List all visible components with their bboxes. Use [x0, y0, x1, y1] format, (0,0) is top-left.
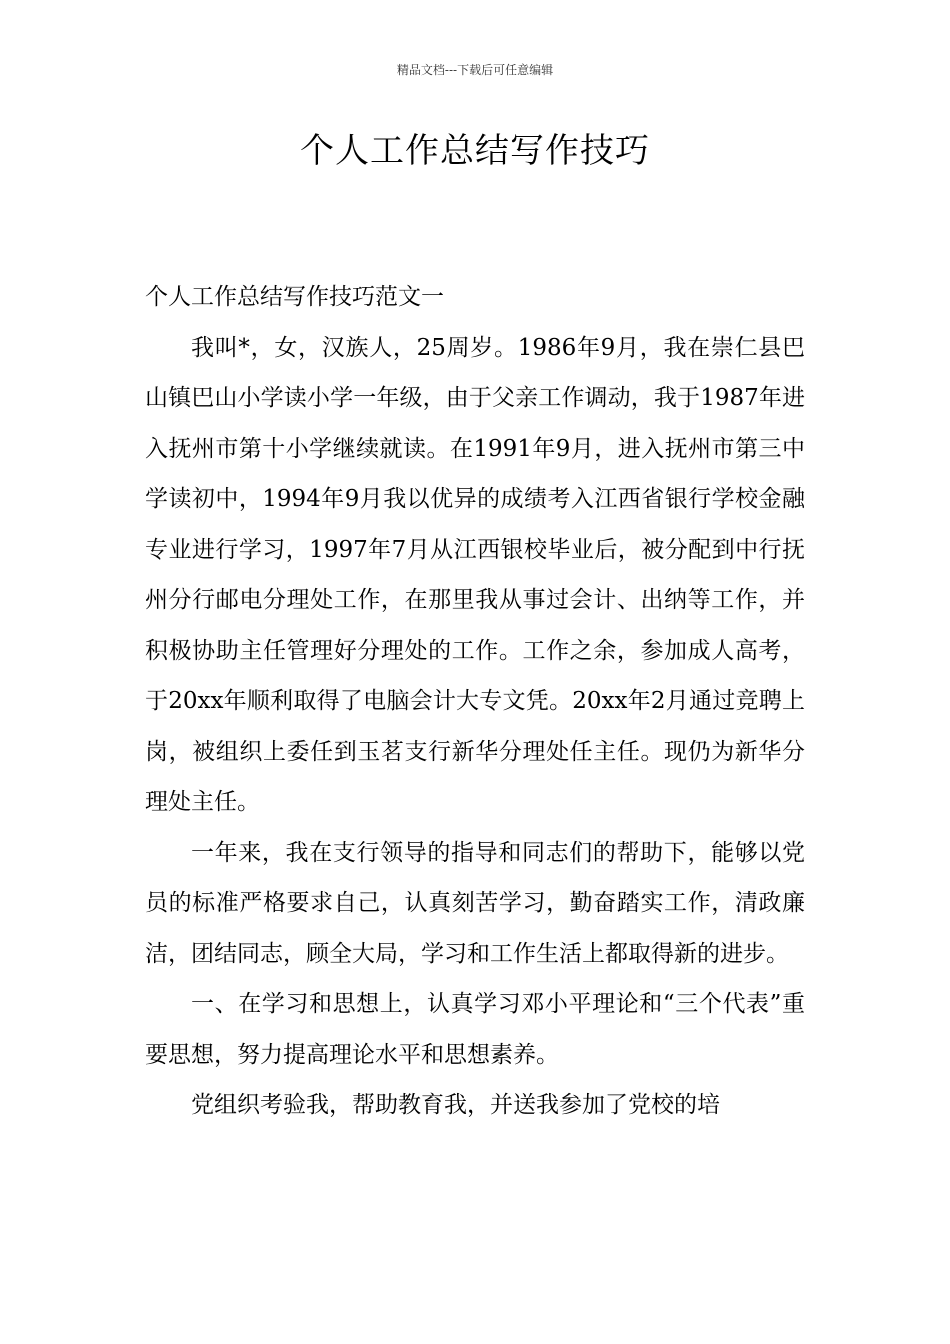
body-paragraph: 一年来，我在支行领导的指导和同志们的帮助下，能够以党员的标准严格要求自己，认真刻苦学习，勤奋踏实工作，清政廉洁，团结同志，顾全大局，学习和工作生活上都取得新的进步。 — [145, 839, 805, 967]
section-heading: 个人工作总结写作技巧范文一 — [145, 284, 444, 310]
body-paragraph: 一、在学习和思想上，认真学习邓小平理论和“三个代表”重要思想，努力提高理论水平和思想素养。 — [145, 991, 805, 1068]
body-paragraph: 党组织考验我，帮助教育我，并送我参加了党校的培 — [191, 1092, 720, 1118]
header-note: 精品文档---下载后可任意编辑 — [396, 63, 554, 77]
document-title: 个人工作总结写作技巧 — [300, 131, 650, 171]
body-paragraph: 我叫*，女，汉族人，25周岁。1986年9月，我在崇仁县巴山镇巴山小学读小学一年级，由于父亲工作调动，我于1987年进入抚州市第十小学继续就读。在1991年9月，进入抚州市第三中学读初中，1994年9月我以优异的成绩考入江西省银行学校金融专业进行学习，1997年7月从江西银校毕业后，被分配到中行抚州分行邮电分理处工作，在那里我从事过会计、出纳等工作，并积极协助主任管理好分理处的工作。工作之余，参加成人高考，于20xx年顺利取得了电脑会计大专文凭。20xx年2月通过竞聘上岗，被组织上委任到玉茗支行新华分理处任主任。现仍为新华分理处主任。 — [145, 334, 805, 815]
document-body — [145, 272, 805, 1131]
